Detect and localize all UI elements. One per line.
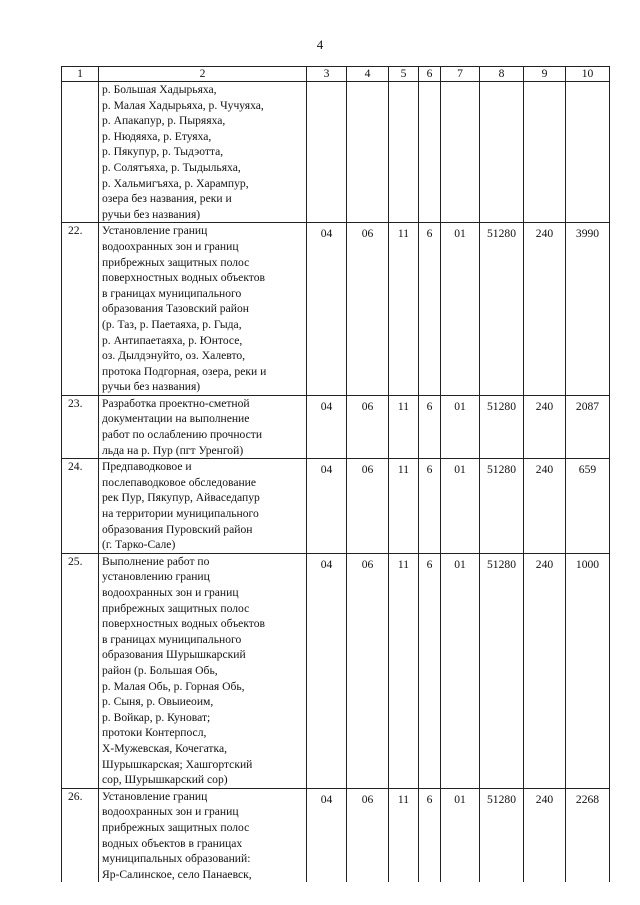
cell-col5: 11 bbox=[389, 459, 419, 554]
cell-col4: 06 bbox=[347, 553, 389, 788]
table-row bbox=[62, 223, 610, 396]
cell-col6: 6 bbox=[419, 223, 441, 396]
row-number: 22. bbox=[62, 223, 99, 396]
cell-col10: 659 bbox=[566, 459, 610, 554]
table-row bbox=[62, 788, 610, 882]
cell-col10: 2268 bbox=[566, 788, 610, 882]
cell-col9: 240 bbox=[524, 553, 566, 788]
header-row bbox=[62, 67, 610, 82]
cell-col6: 6 bbox=[419, 459, 441, 554]
header-cell: 5 bbox=[389, 67, 419, 82]
cell-col3: 04 bbox=[307, 223, 347, 396]
cell-col6: 6 bbox=[419, 788, 441, 882]
header-cell: 7 bbox=[441, 67, 480, 82]
row-description: Установление границ водоохранных зон и границ прибрежных защитных полос поверхностных водных объектов в границах муниципального образования Тазовский район (р. Таз, р. Паетаяха, р. Гыда, р. Антипаетаяха, р. Юнтосе, оз. Дылдэнуйто, оз. Халевто, протока Подгорная, озера, реки и ручьи без названия) bbox=[99, 223, 307, 396]
cell-col6 bbox=[419, 82, 441, 223]
row-number: 23. bbox=[62, 395, 99, 458]
cell-col9: 240 bbox=[524, 223, 566, 396]
cell-col6: 6 bbox=[419, 395, 441, 458]
cell-col4: 06 bbox=[347, 223, 389, 396]
cell-col7 bbox=[441, 82, 480, 223]
cell-col3: 04 bbox=[307, 395, 347, 458]
row-number bbox=[62, 82, 99, 223]
cell-col10: 3990 bbox=[566, 223, 610, 396]
header-cell: 8 bbox=[480, 67, 524, 82]
cell-col7: 01 bbox=[441, 459, 480, 554]
cell-col8 bbox=[480, 82, 524, 223]
cell-col5 bbox=[389, 82, 419, 223]
cell-col3: 04 bbox=[307, 788, 347, 882]
cell-col4: 06 bbox=[347, 459, 389, 554]
header-cell: 6 bbox=[419, 67, 441, 82]
cell-col7: 01 bbox=[441, 788, 480, 882]
cell-col10: 2087 bbox=[566, 395, 610, 458]
header-cell: 4 bbox=[347, 67, 389, 82]
cell-col9 bbox=[524, 82, 566, 223]
row-description: Разработка проектно-сметной документации на выполнение работ по ослаблению прочности льда на р. Пур (пгт Уренгой) bbox=[99, 395, 307, 458]
header-cell: 9 bbox=[524, 67, 566, 82]
cell-col5: 11 bbox=[389, 395, 419, 458]
cell-col7: 01 bbox=[441, 395, 480, 458]
cell-col5: 11 bbox=[389, 223, 419, 396]
row-description: р. Большая Хадырьяха, р. Малая Хадырьяха, р. Чучуяха, р. Апакапур, р. Пыряяха, р. Нюдяяха, р. Етуяха, р. Пякупур, р. Тыдэотта, р. Солятъяха, р. Тыдыльяха, р. Хальмигъяха, р. Харампур, озера без названия, реки и ручьи без названия) bbox=[99, 82, 307, 223]
table-row bbox=[62, 553, 610, 788]
cell-col6: 6 bbox=[419, 553, 441, 788]
cell-col7: 01 bbox=[441, 223, 480, 396]
row-description: Установление границ водоохранных зон и границ прибрежных защитных полос водных объектов в границах муниципальных образований: Яр-Салинское, село Панаевск, bbox=[99, 788, 307, 882]
table-row bbox=[62, 459, 610, 554]
row-number: 24. bbox=[62, 459, 99, 554]
cell-col4: 06 bbox=[347, 788, 389, 882]
cell-col10: 1000 bbox=[566, 553, 610, 788]
cell-col5: 11 bbox=[389, 788, 419, 882]
cell-col3 bbox=[307, 82, 347, 223]
cell-col4 bbox=[347, 82, 389, 223]
cell-col10 bbox=[566, 82, 610, 223]
page-number: 4 bbox=[316, 37, 324, 52]
cell-col9: 240 bbox=[524, 788, 566, 882]
cell-col4: 06 bbox=[347, 395, 389, 458]
header-cell: 1 bbox=[62, 67, 99, 82]
cell-col3: 04 bbox=[307, 553, 347, 788]
row-number: 26. bbox=[62, 788, 99, 882]
budget-table bbox=[61, 66, 610, 882]
cell-col9: 240 bbox=[524, 459, 566, 554]
row-description: Предпаводковое и послепаводковое обследование рек Пур, Пякупур, Айваседапур на территории муниципального образования Пуровский район (г. Тарко-Сале) bbox=[99, 459, 307, 554]
cell-col8: 51280 bbox=[480, 553, 524, 788]
header-cell: 10 bbox=[566, 67, 610, 82]
cell-col8: 51280 bbox=[480, 395, 524, 458]
cell-col5: 11 bbox=[389, 553, 419, 788]
cell-col7: 01 bbox=[441, 553, 480, 788]
cell-col8: 51280 bbox=[480, 788, 524, 882]
cell-col9: 240 bbox=[524, 395, 566, 458]
header-cell: 3 bbox=[307, 67, 347, 82]
header-cell: 2 bbox=[99, 67, 307, 82]
row-description: Выполнение работ по установлению границ водоохранных зон и границ прибрежных защитных полос поверхностных водных объектов в границах муниципального образования Шурышкарский район (р. Большая Обь, р. Малая Обь, р. Горная Обь, р. Сыня, р. Овыиеоим, р. Войкар, р. Куноват; протоки Контерпосл, Х-Мужевская, Кочегатка, Шурышкарская; Хашгортский сор, Шурышкарский сор) bbox=[99, 553, 307, 788]
row-number: 25. bbox=[62, 553, 99, 788]
cell-col8: 51280 bbox=[480, 459, 524, 554]
table-row bbox=[62, 82, 610, 223]
cell-col8: 51280 bbox=[480, 223, 524, 396]
cell-col3: 04 bbox=[307, 459, 347, 554]
table-row bbox=[62, 395, 610, 458]
